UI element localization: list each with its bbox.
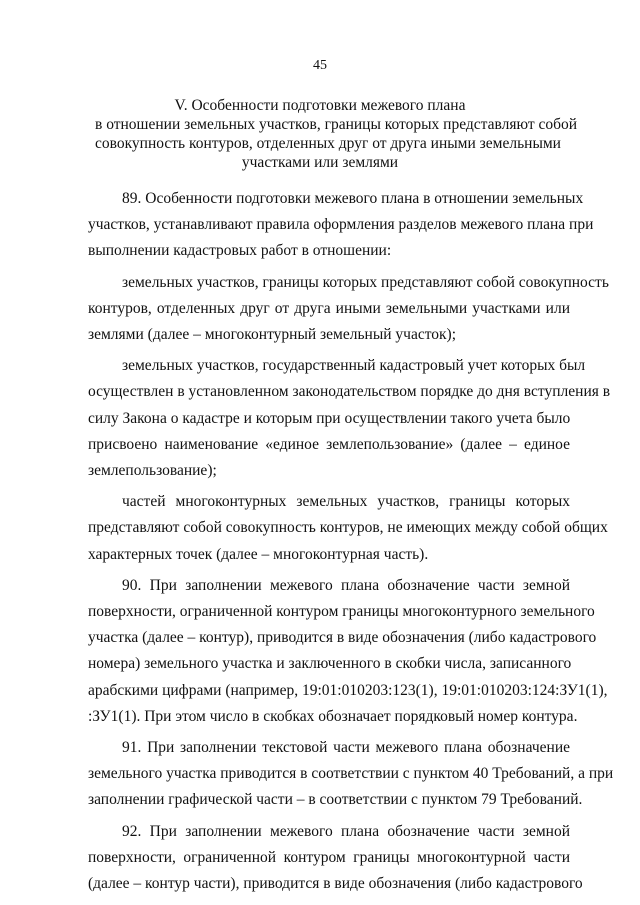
page-number: 45 [313,58,327,73]
text-line: 91. При заполнении текстовой части межевого плана обозначение [122,739,570,757]
text-line: 92. При заполнении межевого плана обозначение части земной [122,822,570,840]
heading-line: V. Особенности подготовки межевого плана [174,97,466,114]
text-line: контуров, отделенных друг от друга иными земельными участками или [88,299,570,317]
paragraph-90 [88,573,608,730]
text-line: (далее – контур части), приводится в виде обозначения (либо кадастрового [88,875,583,893]
heading-line: совокупность контуров, отделенных друг от друга иными земельными [95,135,561,152]
paragraph-multicontour-parcel [88,270,609,349]
section-heading [95,96,578,172]
text-line: присвоено наименование «единое землепользование» (далее – единое [88,435,570,453]
text-line: земельных участков, государственный кадастровый учет которых был [122,357,586,375]
text-line: земельных участков, границы которых представляют собой совокупность [122,273,609,291]
document-body [88,186,614,902]
text-line: характерных точек (далее – многоконтурная часть). [88,545,429,563]
text-line: 90. При заполнении межевого плана обозначение части земной [122,576,570,594]
heading-line: в отношении земельных участков, границы которых представляют собой [95,116,578,133]
text-line: частей многоконтурных земельных участков, границы которых [122,493,570,511]
heading-line: участками или землями [241,154,399,171]
text-line: арабскими цифрами (например, 19:01:010203:123(1), 19:01:010203:124:ЗУ1(1), [88,681,608,699]
paragraph-multicontour-part [88,489,608,568]
text-line: номера) земельного участка и заключенного в скобки числа, записанного [88,655,572,673]
text-line: участков, устанавливают правила оформления разделов межевого плана при [88,216,594,234]
paragraph-89 [88,186,594,265]
text-line: поверхности, ограниченной контуром границы многоконтурной части [88,848,570,866]
text-line: земельного участка приводится в соответствии с пунктом 40 Требований, а при [88,765,614,783]
text-line: участка (далее – контур), приводится в виде обозначения (либо кадастрового [88,629,597,647]
paragraph-91 [88,735,614,814]
text-line: представляют собой совокупность контуров, не имеющих между собой общих [88,519,608,537]
text-line: силу Закона о кадастре и которым при осуществлении такого учета было [88,409,571,427]
text-line: заполнении графической части – в соответствии с пунктом 79 Требований. [88,791,583,809]
text-line: осуществлен в установленном законодательством порядке до дня вступления в [88,383,611,401]
text-line: :ЗУ1(1). При этом число в скобках обозначает порядковый номер контура. [88,707,578,725]
text-line: поверхности, ограниченной контуром границы многоконтурного земельного [88,603,595,621]
text-line: выполнении кадастровых работ в отношении: [88,242,392,260]
paragraph-92 [88,819,583,898]
text-line: землепользование); [88,462,217,480]
text-line: землями (далее – многоконтурный земельный участок); [88,326,457,344]
text-line: 89. Особенности подготовки межевого плана в отношении земельных [122,190,584,207]
paragraph-unified-land-use [88,353,611,484]
